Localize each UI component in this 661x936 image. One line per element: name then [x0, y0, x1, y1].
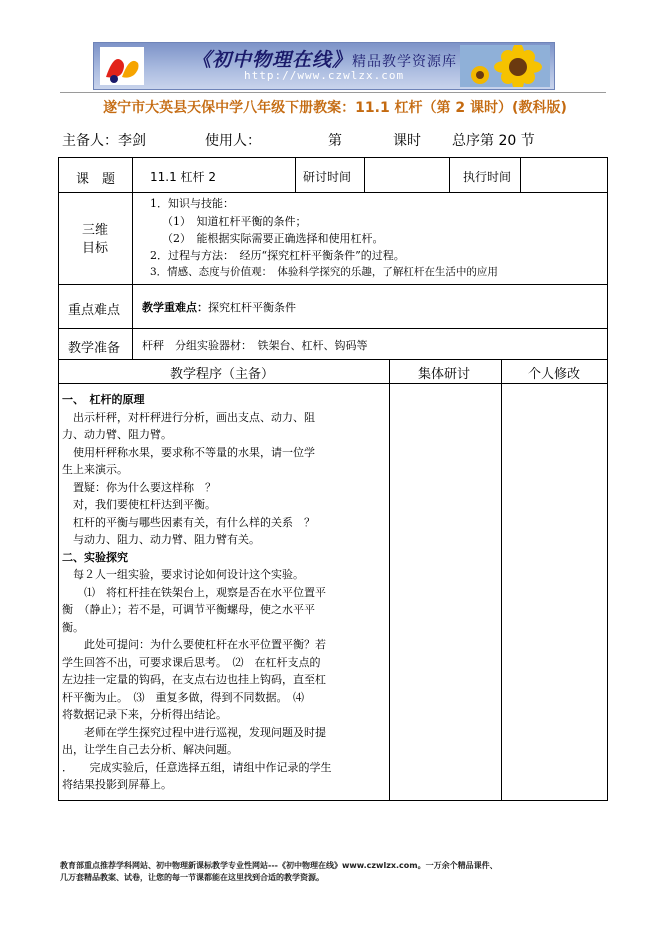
goal-line: 2．过程与方法： 经历“探究杠杆平衡条件”的过程。 [150, 249, 405, 262]
goal-line: 3．情感、态度与价值观： 体验科学探究的乐趣，了解杠杆在生活中的应用 [150, 266, 498, 278]
col-divider [132, 157, 133, 360]
procedure-line: 一、 杠杆的原理 [62, 393, 145, 406]
procedure-line: 置疑：你为什么要这样称 ？ [62, 480, 216, 494]
topic-value: 11.1 杠杆 2 [150, 170, 216, 184]
row-divider [58, 383, 608, 384]
goal-line: 1．知识与技能： [150, 197, 234, 210]
preparer-label: 主备人：李剑 [62, 133, 146, 149]
key-prefix: 教学重难点： [142, 301, 208, 314]
row-divider [58, 359, 608, 360]
procedure-line: 生上来演示。 [62, 463, 128, 476]
key-points [142, 299, 296, 315]
procedure-line: 杆平衡为止。 ⑶ 重复多做，得到不同数据。 ⑷ [62, 690, 304, 704]
meta-row [60, 130, 620, 150]
procedure-line: 对，我们要使杠杆达到平衡。 [62, 498, 216, 511]
goals-label-line2: 目标 [82, 241, 109, 256]
exec-time-label: 执行时间 [463, 170, 512, 184]
goals-label-line1: 三维 [82, 223, 109, 238]
procedure-line: 使用杆秤称水果，要求称不等量的水果，请一位学 [62, 445, 315, 459]
procedure-line: 每２人一组实验，要求讨论如何设计这个实验。 [62, 568, 304, 581]
col-divider [449, 157, 450, 193]
col-divider [364, 157, 365, 193]
table-border-left [58, 157, 59, 801]
lesson-plan-table [58, 157, 608, 801]
procedure-line: 此处可提问：为什么要使杠杆在水平位置平衡？若 [62, 638, 326, 651]
site-logo-icon [100, 47, 144, 85]
procedure-line: 力、动力臂、阻力臂。 [62, 428, 172, 441]
document-title: 遂宁市大英县天保中学八年级下册教案：11.1 杠杆（第 2 课时）(教科版) [103, 100, 567, 116]
procedure-line: 将结果投影到屏幕上。 [62, 778, 172, 791]
header-banner [93, 42, 555, 90]
banner-subtitle: 精品教学资源库 [352, 54, 458, 70]
user-label: 使用人： [205, 133, 261, 149]
personal-header: 个人修改 [528, 367, 581, 382]
discuss-time-label: 研讨时间 [303, 170, 352, 184]
procedure-body [62, 391, 387, 794]
table-border-right [607, 157, 608, 801]
procedure-header: 教学程序（主备） [170, 367, 275, 382]
goal-line: （1） 知道杠杆平衡的条件； [162, 215, 307, 228]
procedure-line: 出，让学生自己去分析、解决问题。 [62, 743, 238, 756]
footer-line: 几万套精品教案、试卷，让您的每一节课都能在这里找到合适的教学资源。 [60, 873, 324, 882]
topic-label: 课 题 [76, 172, 116, 187]
total-label: 总序第 20 节 [452, 133, 535, 149]
row-divider [58, 192, 608, 193]
key-value: 探究杠杆平衡条件 [208, 301, 296, 314]
procedure-line: 衡 （静止）；若不是，可调节平衡螺母，使之水平平 [62, 603, 315, 616]
procedure-line: 衡。 [62, 620, 84, 634]
row-divider [58, 328, 608, 329]
section-label: 第 [328, 133, 342, 149]
footer [60, 860, 620, 884]
col-divider [295, 157, 296, 193]
procedure-line: 与动力、阻力、动力臂、阻力臂有关。 [62, 533, 260, 546]
procedure-line: 杠杆的平衡与哪些因素有关，有什么样的关系 ？ [62, 515, 315, 529]
procedure-line: 老师在学生探究过程中进行巡视，发现问题及时提 [62, 725, 326, 739]
goal-line: （2） 能根据实际需要正确选择和使用杠杆。 [162, 232, 384, 245]
banner-title: 《初中物理在线》精品教学资源库 [192, 49, 458, 71]
lesson-label: 课时 [393, 133, 421, 149]
procedure-line: ⑴ 将杠杆挂在铁架台上，观察是否在水平位置平 [62, 585, 326, 599]
procedure-line: 学生回答不出，可要求课后思考。 ⑵ 在杠杆支点的 [62, 655, 321, 669]
col-divider [520, 157, 521, 193]
prep-label: 教学准备 [68, 341, 121, 356]
prep-value: 杆秤 分组实验器材： 铁架台、杠杆、钩码等 [142, 339, 368, 352]
procedure-line: 二、实验探究 [62, 550, 128, 564]
group-header: 集体研讨 [418, 367, 471, 382]
procedure-line: ． 完成实验后，任意选择五组，请组中作记录的学生 [62, 760, 332, 774]
procedure-line: 左边挂一定量的钩码，在支点右边也挂上钩码，直至杠 [62, 673, 326, 686]
header-divider [60, 92, 606, 93]
row-divider [58, 284, 608, 285]
banner-url[interactable]: http://www.czwlzx.com [244, 69, 405, 82]
key-label: 重点难点 [68, 303, 121, 318]
col-divider [501, 359, 502, 801]
procedure-line: 出示杆秤，对杆秤进行分析，画出支点、动力、阻 [62, 410, 315, 424]
footer-line: 教育部重点推荐学科网站、初中物理新课标教学专业性网站---《初中物理在线》www.czwlzx.com。一万余个精品课件、 [60, 861, 498, 870]
sunflower-icon [460, 45, 550, 87]
col-divider [389, 359, 390, 801]
procedure-line: 将数据记录下来，分析得出结论。 [62, 708, 227, 721]
table-border-bottom [58, 800, 608, 801]
table-border-top [58, 157, 608, 158]
